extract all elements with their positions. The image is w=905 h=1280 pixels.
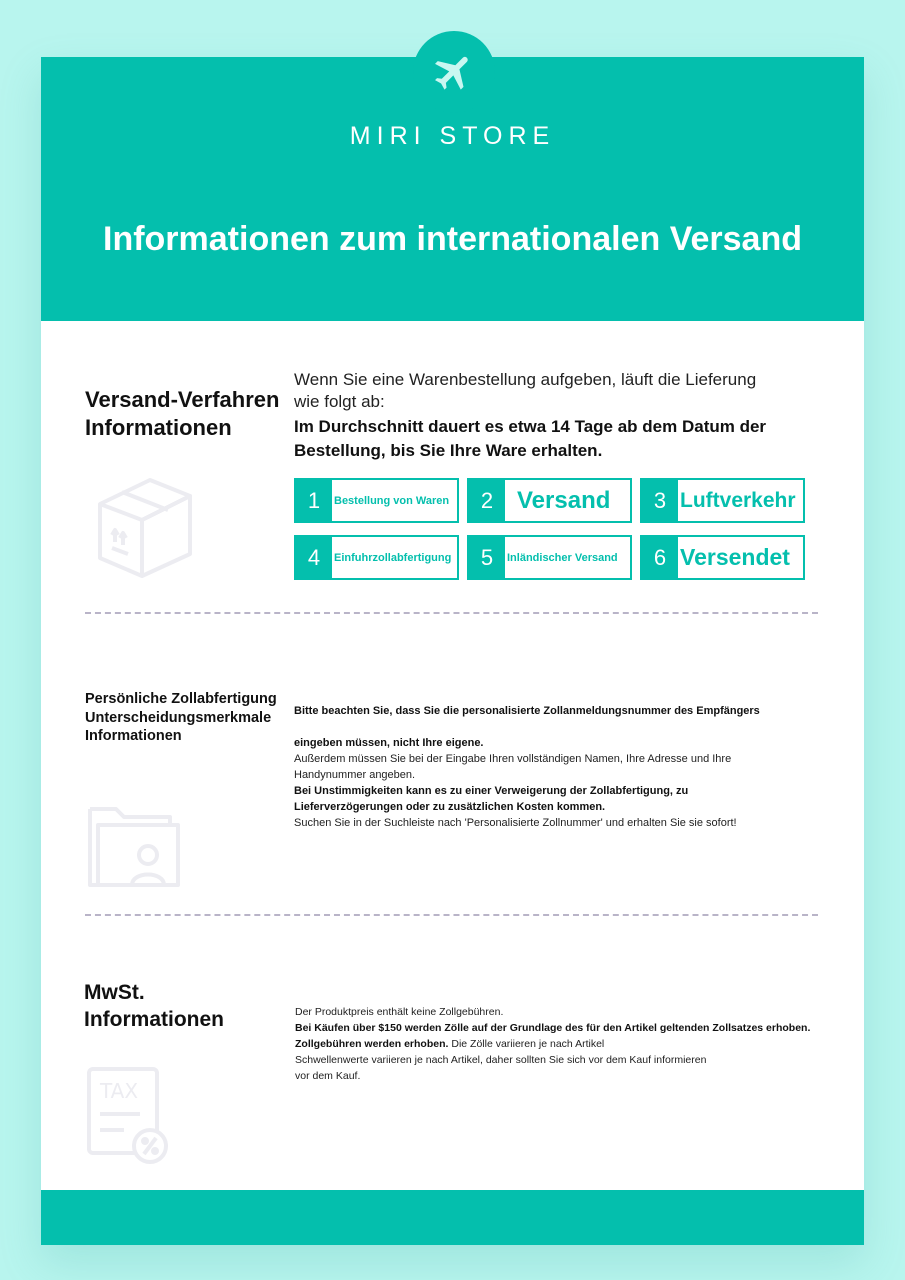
step-3 — [640, 478, 805, 523]
section-divider — [85, 612, 818, 614]
section-title-line: MwSt. — [84, 981, 145, 1004]
user-folder-icon — [86, 805, 182, 889]
section-title-line: Informationen — [84, 1008, 224, 1031]
airplane-badge — [413, 31, 495, 113]
airplane-icon — [431, 49, 477, 95]
step-label: Luftverkehr — [680, 488, 796, 512]
vat-bold-span: Zollgebühren werden erhoben. — [295, 1038, 449, 1050]
step-label: Versendet — [680, 544, 790, 570]
vat-line: Schwellenwerte variieren je nach Artikel, daher sollten Sie sich vor dem Kauf informieren — [295, 1054, 707, 1066]
section-title-line: Versand-Verfahren — [85, 387, 280, 412]
step-number: 1 — [296, 480, 332, 521]
package-box-icon — [90, 474, 194, 578]
step-number: 2 — [469, 480, 505, 521]
step-label: Versand — [517, 486, 611, 514]
section-title-customs — [85, 690, 277, 746]
step-5 — [467, 535, 632, 580]
section-title-line: Unterscheidungsmerkmale — [85, 709, 272, 726]
vat-bold-line: Bei Käufen über $150 werden Zölle auf der Grundlage des für den Artikel geltenden Zollsatzes erhoben. — [295, 1022, 811, 1034]
shipping-duration-note — [294, 415, 766, 463]
customs-info-text — [294, 703, 760, 831]
svg-text:TAX: TAX — [100, 1079, 139, 1103]
step-number: 4 — [296, 537, 332, 578]
shipping-intro — [294, 369, 756, 413]
step-label: Inländischer Versand — [507, 551, 618, 564]
customs-line: Suchen Sie in der Suchleiste nach 'Personalisierte Zollnummer' und erhalten Sie sie sofort! — [294, 817, 737, 829]
section-divider — [85, 914, 818, 916]
intro-line: Wenn Sie eine Warenbestellung aufgeben, läuft die Lieferung — [294, 370, 757, 389]
vat-normal-span: Die Zölle variieren je nach Artikel — [448, 1038, 605, 1050]
step-number: 5 — [469, 537, 505, 578]
duration-line: Bestellung, bis Sie Ihre Ware erhalten. — [294, 441, 603, 460]
vat-line: Der Produktpreis enthält keine Zollgebühren. — [295, 1006, 504, 1018]
customs-bold-line: Bitte beachten Sie, dass Sie die personalisierte Zollanmeldungsnummer des Empfängers — [294, 705, 760, 717]
step-number: 6 — [642, 537, 678, 578]
customs-bold-line: Lieferverzögerungen oder zu zusätzlichen Kosten kommen. — [294, 801, 606, 813]
step-1 — [294, 478, 459, 523]
section-title-line: Informationen — [85, 728, 182, 744]
step-6 — [640, 535, 805, 580]
step-4 — [294, 535, 459, 580]
section-title-line: Informationen — [85, 415, 232, 440]
step-number: 3 — [642, 480, 678, 521]
vat-info-text — [295, 1004, 810, 1084]
step-label: Bestellung von Waren — [334, 494, 450, 507]
duration-line: Im Durchschnitt dauert es etwa 14 Tage ab dem Datum der — [294, 417, 767, 436]
footer-bar — [41, 1190, 864, 1245]
customs-bold-line: eingeben müssen, nicht Ihre eigene. — [294, 737, 484, 749]
customs-bold-line: Bei Unstimmigkeiten kann es zu einer Verweigerung der Zollabfertigung, zu — [294, 785, 689, 797]
section-title-shipping — [85, 386, 279, 442]
intro-line: wie folgt ab: — [294, 392, 385, 411]
step-2 — [467, 478, 632, 523]
customs-line: Handynummer angeben. — [294, 769, 416, 781]
step-label: Einfuhrzollabfertigung — [334, 551, 452, 564]
customs-line: Außerdem müssen Sie bei der Eingabe Ihren vollständigen Namen, Ihre Adresse und Ihre — [294, 753, 732, 765]
section-title-line: Persönliche Zollabfertigung — [85, 691, 277, 707]
tax-document-icon — [86, 1066, 170, 1166]
vat-line: vor dem Kauf. — [295, 1070, 361, 1082]
vat-line — [295, 1036, 810, 1052]
section-title-vat — [84, 979, 224, 1033]
brand-name: MIRI STORE — [349, 122, 556, 150]
page-title: Informationen zum internationalen Versand — [103, 220, 802, 258]
